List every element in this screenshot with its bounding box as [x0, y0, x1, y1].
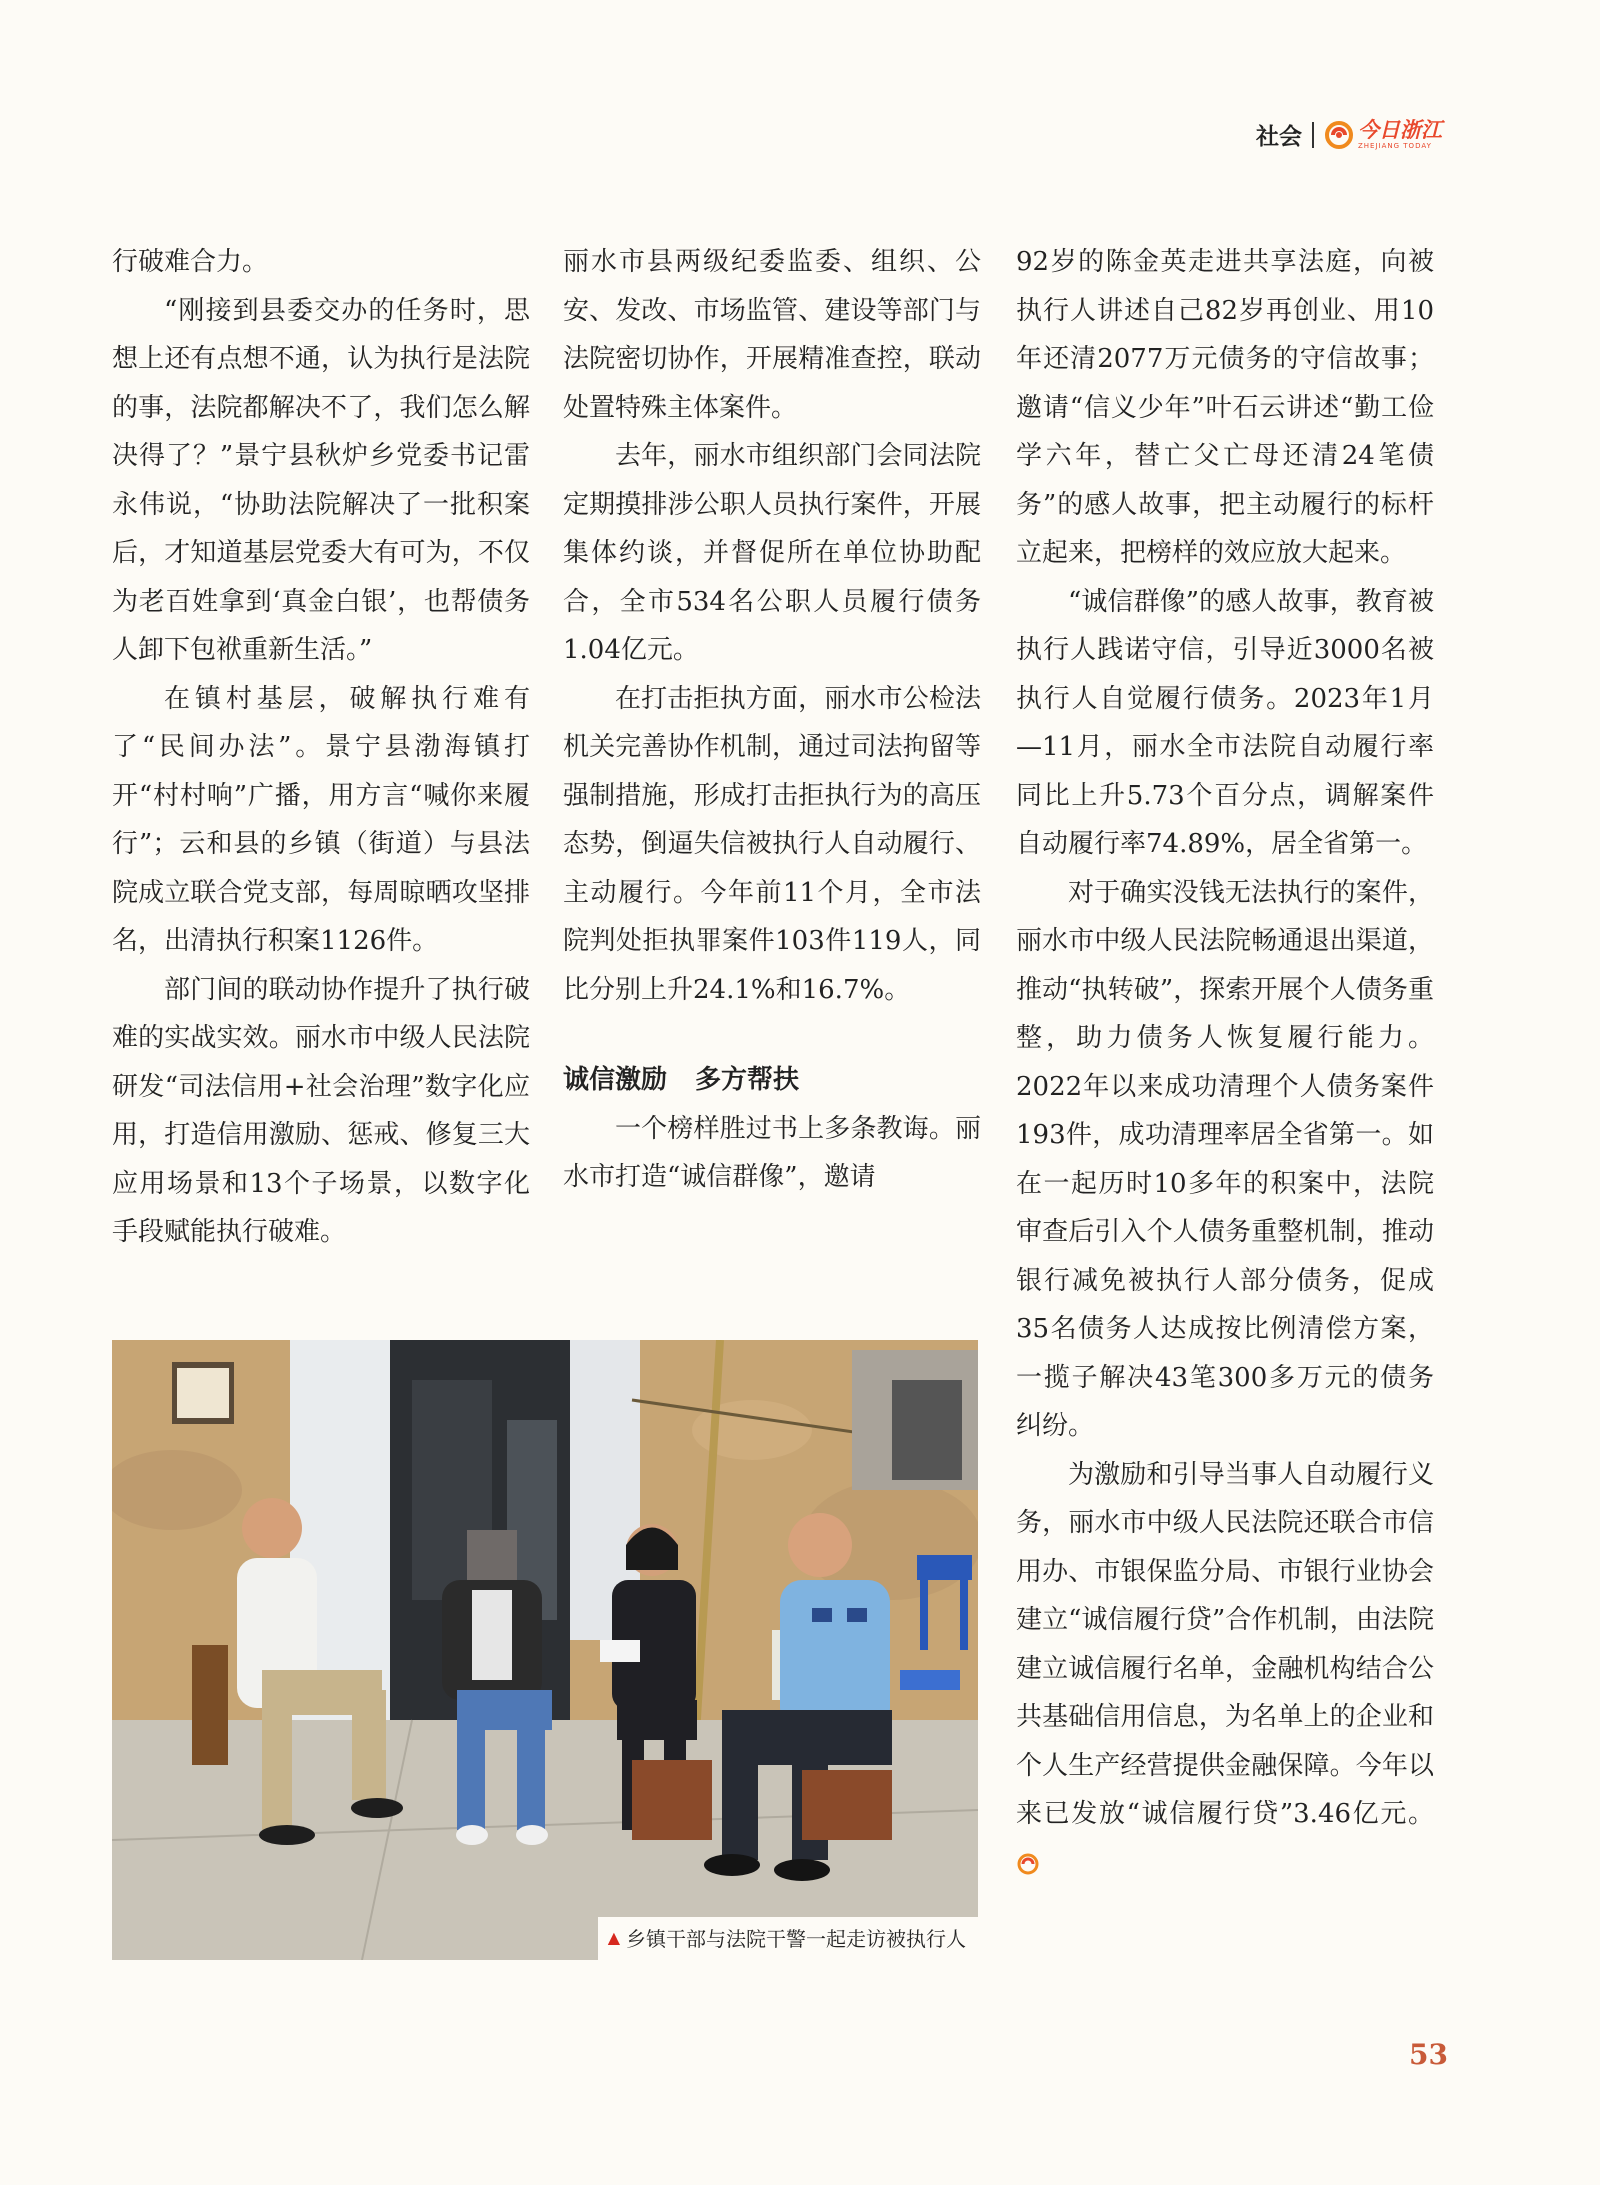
paragraph: 在打击拒执方面，丽水市公检法机关完善协作机制，通过司法拘留等强制措施，形成打击拒执行为的高压态势，倒逼失信被执行人自动履行、主动履行。今年前11个月，全市法院判处拒执罪案件103件119人，同比分别上升24.1%和16.7%。: [563, 683, 981, 1005]
brand-logo: [1324, 117, 1442, 150]
paragraph: 行破难合力。: [112, 247, 269, 277]
page-header: [1256, 118, 1442, 151]
column-3: [1016, 238, 1434, 1887]
subhead-part-a: 诚信激励: [563, 1065, 668, 1095]
caption-text: 乡镇干部与法院干警一起走访被执行人: [626, 1927, 966, 1951]
section-subhead: [563, 1056, 981, 1105]
column-2: [563, 238, 981, 1202]
paragraph: 去年，丽水市组织部门会同法院定期摸排涉公职人员执行案件，开展集体约谈，并督促所在单位协助配合，全市534名公职人员履行债务1.04亿元。: [563, 441, 981, 665]
paragraph-last: [1016, 1451, 1434, 1888]
paragraph: 部门间的联动协作提升了执行破难的实战实效。丽水市中级人民法院研发“司法信用+社会治理”数字化应用，打造信用激励、惩戒、修复三大应用场景和13个子场景，以数字化手段赋能执行破难。: [112, 974, 530, 1247]
brand-swirl-icon: [1324, 120, 1354, 150]
subhead-part-b: 多方帮扶: [695, 1065, 800, 1095]
paragraph: “刚接到县委交办的任务时，思想上还有点想不通，认为执行是法院的事，法院都解决不了，我们怎么解决得了？”景宁县秋炉乡党委书记雷永伟说，“协助法院解决了一批积案后，才知道基层党委大有可为，不仅为老百姓拿到‘真金白银’，也帮债务人卸下包袱重新生活。”: [112, 295, 530, 665]
photo-illustration: [112, 1340, 978, 1960]
page-number: 53: [1409, 2038, 1448, 2071]
header-divider: [1312, 122, 1314, 148]
photo-caption: [598, 1917, 978, 1960]
brand-name-en: ZHEJIANG TODAY: [1358, 141, 1432, 150]
article-photo: [112, 1340, 978, 1960]
paragraph: “诚信群像”的感人故事，教育被执行人践诺守信，引导近3000名被执行人自觉履行债务。2023年1月—11月，丽水全市法院自动履行率同比上升5.73个百分点，调解案件自动履行率74.89%，居全省第一。: [1016, 586, 1434, 859]
caption-marker-icon: ▲: [607, 1928, 620, 1947]
paragraph: 一个榜样胜过书上多条教诲。丽水市打造“诚信群像”，邀请: [563, 1113, 981, 1192]
paragraph-last-text: 为激励和引导当事人自动履行义务，丽水市中级人民法院还联合市信用办、市银保监分局、市银行业协会建立“诚信履行贷”合作机制，由法院建立诚信履行名单，金融机构结合公共基础信用信息，为名单上的企业和个人生产经营提供金融保障。今年以来已发放“诚信履行贷”3.46亿元。: [1016, 1459, 1434, 1829]
paragraph: 丽水市县两级纪委监委、组织、公安、发改、市场监管、建设等部门与法院密切协作，开展精准查控，联动处置特殊主体案件。: [563, 247, 981, 423]
column-1: [112, 238, 530, 1257]
paragraph: 在镇村基层，破解执行难有了“民间办法”。景宁县渤海镇打开“村村响”广播，用方言“喊你来履行”；云和县的乡镇（街道）与县法院成立联合党支部，每周晾晒攻坚排名，出清执行积案1126件。: [112, 683, 530, 956]
paragraph: 对于确实没钱无法执行的案件，丽水市中级人民法院畅通退出渠道，推动“执转破”，探索开展个人债务重整，助力债务人恢复履行能力。2022年以来成功清理个人债务案件193件，成功清理率居全省第一。如在一起历时10多年的积案中，法院审查后引入个人债务重整机制，推动银行减免被执行人部分债务，促成35名债务人达成按比例清偿方案，一揽子解决43笔300多万元的债务纠纷。: [1016, 877, 1434, 1441]
brand-name: 今日浙江: [1358, 117, 1442, 142]
article-end-icon: [1016, 1852, 1040, 1876]
paragraph: 92岁的陈金英走进共享法庭，向被执行人讲述自己82岁再创业、用10年还清2077万元债务的守信故事；邀请“信义少年”叶石云讲述“勤工俭学六年，替亡父亡母还清24笔债务”的感人故事，把主动履行的标杆立起来，把榜样的效应放大起来。: [1016, 247, 1434, 568]
section-name: 社会: [1256, 124, 1302, 150]
